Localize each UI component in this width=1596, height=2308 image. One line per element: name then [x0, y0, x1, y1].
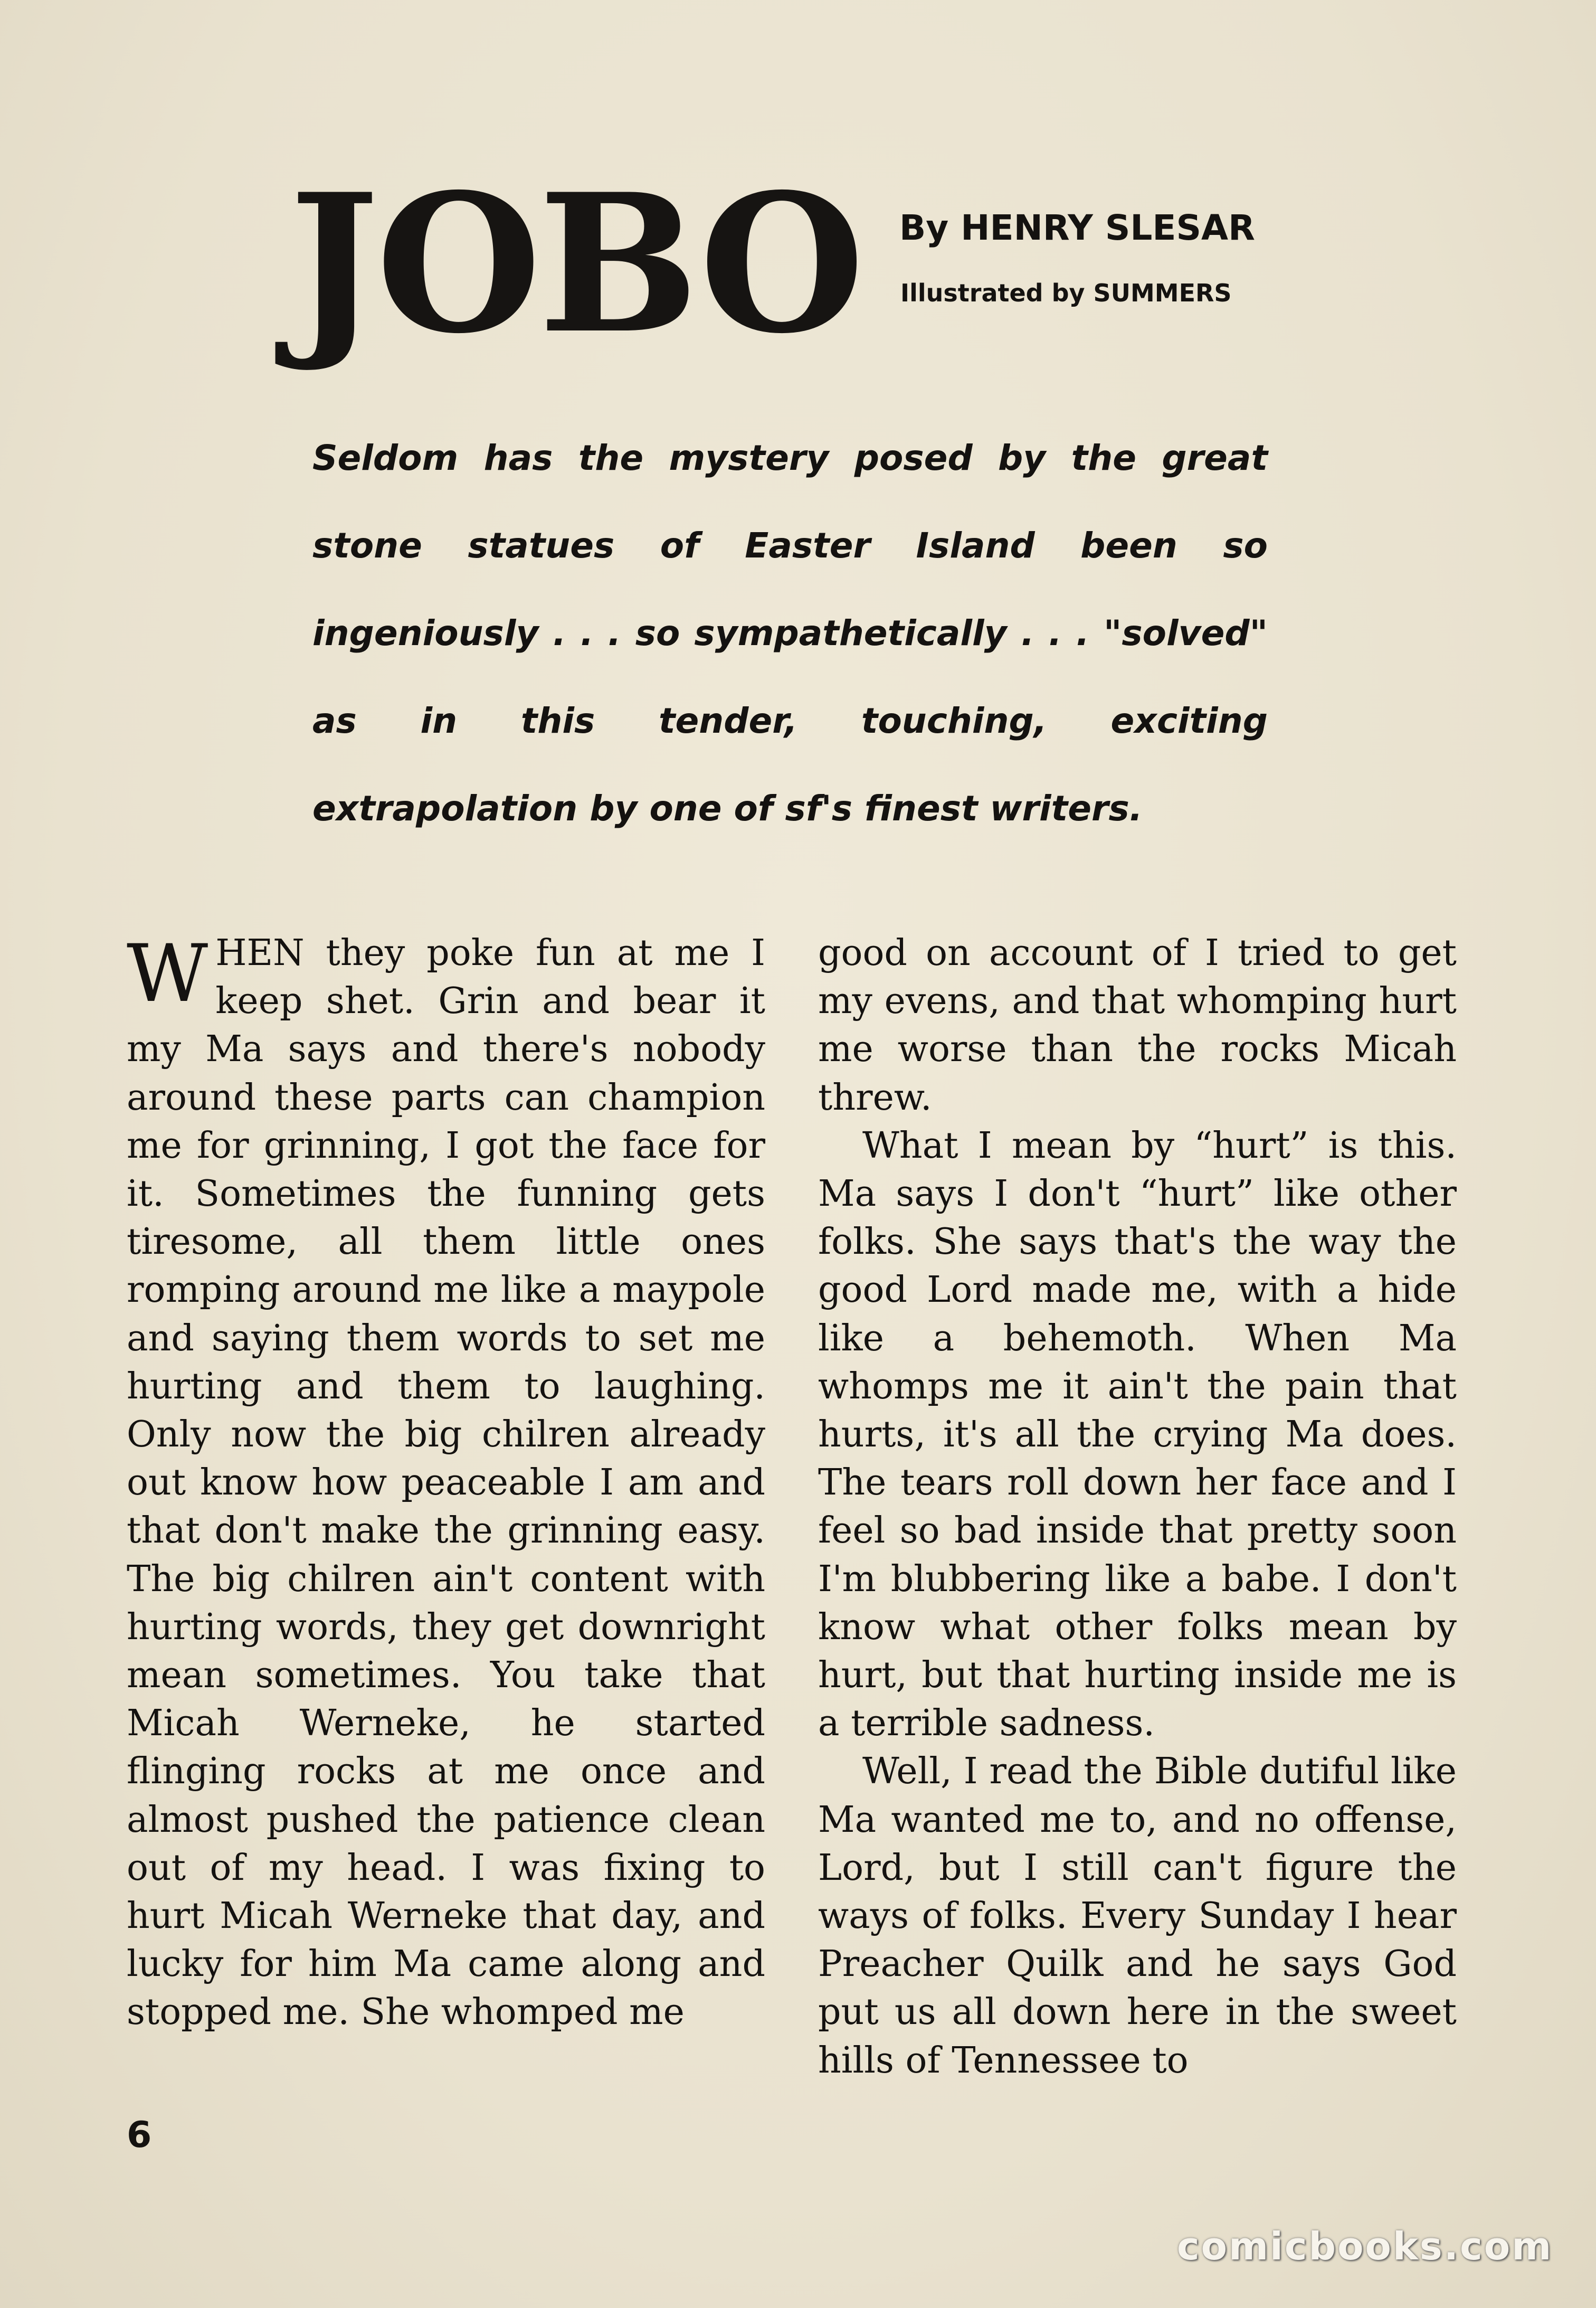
text-column-right — [818, 929, 1457, 2085]
paragraph-1-text: HEN they poke fun at me I keep shet. Grin and bear it my Ma says and there's nobody around these parts can champion me for grinning, I got the face for it. Sometimes the funning gets tiresome, all them little ones romping around me like a maypole and saying them words to set me hurting and them to laughing. Only now the big chilren already out know how peaceable I am and that don't make the grinning easy. The big chilren ain't content with hurting words, they get downright mean sometimes. You take that Micah Werneke, he started flinging rocks at me once and almost pushed the patience clean out of my head. I was fixing to hurt Micah Werneke that day, and lucky for him Ma came along and stopped me. She whomped me — [127, 932, 765, 2033]
page-number: 6 — [127, 2114, 152, 2156]
paragraph-3: Well, I read the Bible dutiful like Ma wanted me to, and no offense, Lord, but I still can't figure the ways of folks. Every Sunday I hear Preacher Quilk and he says God put us all down here in the sweet hills of Tennessee to — [818, 1751, 1457, 2082]
author-byline: By HENRY SLESAR — [899, 207, 1255, 248]
paragraph-2: What I mean by “hurt” is this. Ma says I don't “hurt” like other folks. She says that's the way the good Lord made me, with a hide like a behemoth. When Ma whomps me it ain't the pain that hurts, it's all the crying Ma does. The tears roll down her face and I feel so bad inside that pretty soon I'm blubbering like a babe. I don't know what other folks mean by hurt, but that hurting inside me is a terrible sadness. — [818, 1124, 1457, 1745]
text-column-left — [127, 929, 765, 2037]
story-blurb: Seldom has the mystery posed by the great stone statues of Easter Island been so ingeniously . . . so sympathetically . . . "solved" as in this tender, touching, exciting extrapolation by one of sf's finest writers. — [312, 438, 1268, 829]
story-title: JOBO — [289, 152, 862, 375]
drop-cap: W — [127, 928, 208, 1020]
illustrator-credit: Illustrated by SUMMERS — [900, 279, 1232, 307]
paragraph-1-continued: good on account of I tried to get my evens, and that whomping hurt me worse than the rocks Micah threw. — [818, 932, 1457, 1119]
paragraph-1 — [127, 929, 765, 2037]
site-watermark: comicbooks.com — [1177, 2224, 1553, 2268]
